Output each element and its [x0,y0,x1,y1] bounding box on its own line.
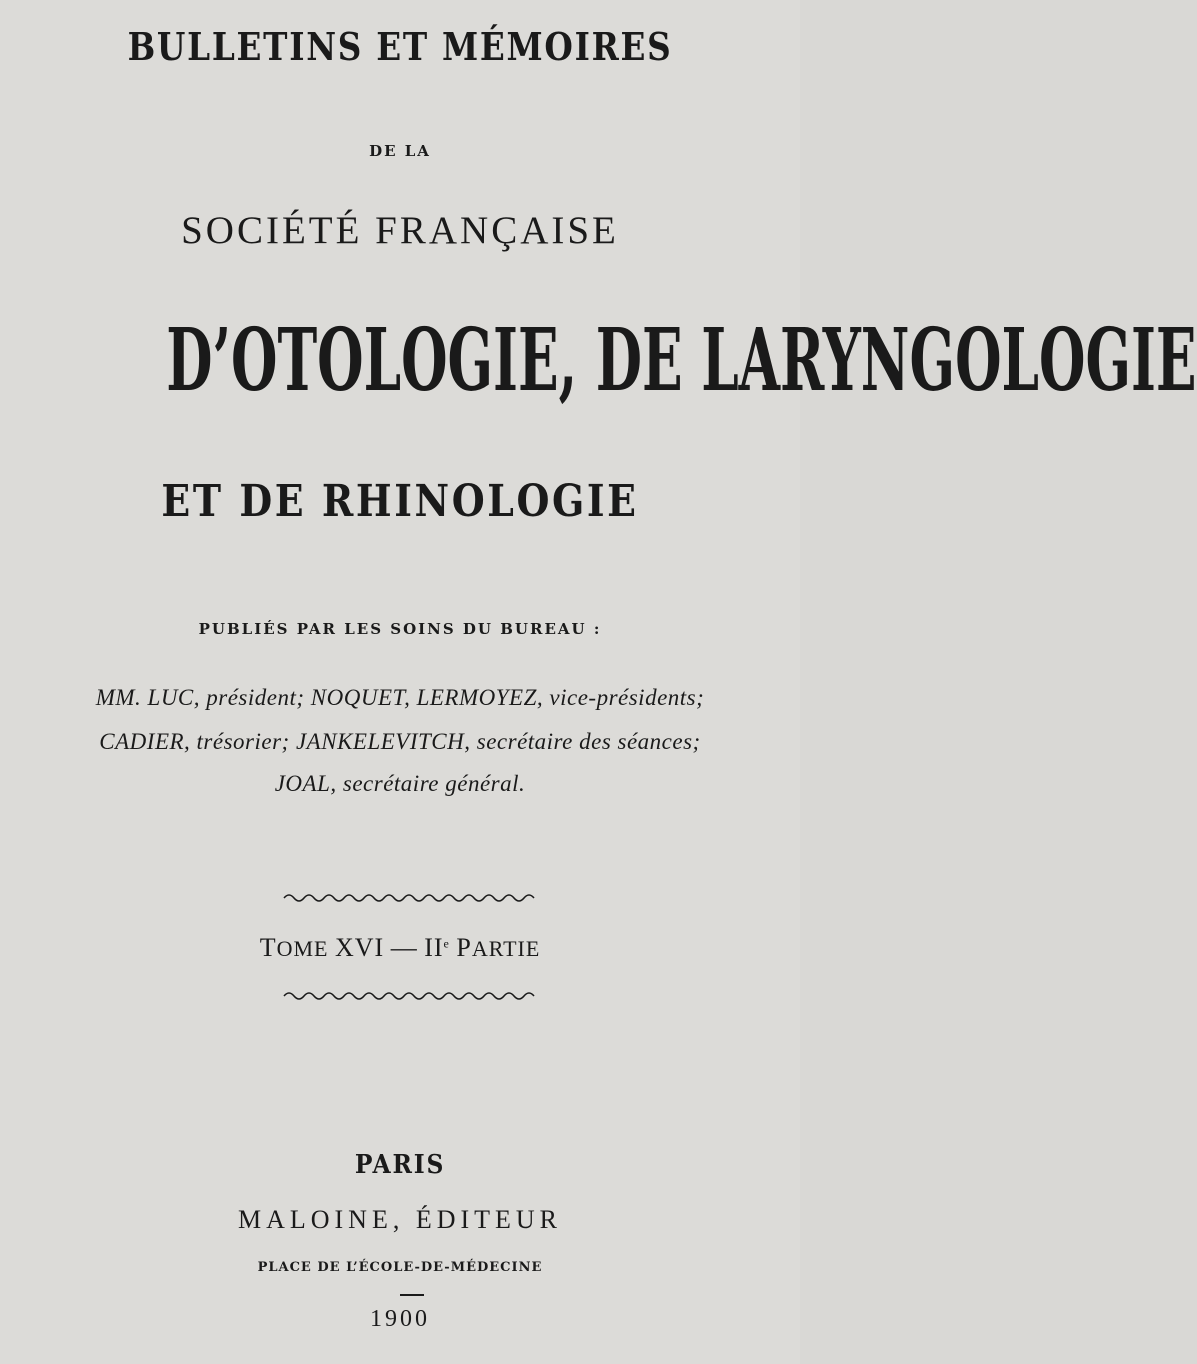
tome-rest: OME [276,936,329,961]
short-rule [400,1294,424,1296]
officer-names: JOAL, [274,771,337,796]
officer-role: secrétaire des séances; [476,729,701,754]
title-line-otologie: D’OTOLOGIE, DE LARYNGOLOGIE [166,310,1197,411]
part-numeral: II [424,933,444,962]
officers-line-2 [0,729,800,755]
title-line-bulletins: BULLETINS ET MÉMOIRES [127,24,673,69]
officer-role: secrétaire général. [342,771,526,796]
title-line-rhinologie: ET DE RHINOLOGIE [161,476,639,527]
title-line-societe: SOCIÉTÉ FRANÇAISE [181,209,619,252]
officer-names: CADIER, [99,729,191,754]
tome-number: XVI [334,933,385,962]
officer-names: MM. LUC, [95,685,201,710]
volume-line [0,933,800,963]
imprint-year: 1900 [370,1306,430,1332]
volume-dash: — [390,933,418,962]
imprint-city: PARIS [354,1150,446,1180]
publisher-intro: PUBLIÉS PAR LES SOINS DU BUREAU : [198,620,602,638]
wavy-divider [284,990,534,1002]
officer-role: trésorier; [196,729,290,754]
wavy-divider [284,892,534,904]
officers-line-1 [0,685,800,711]
officer-names: JANKELEVITCH, [295,729,471,754]
partie-rest: ARTIE [471,936,541,961]
imprint-publisher: MALOINE, ÉDITEUR [237,1205,563,1234]
title-line-de-la: DE LA [369,142,431,160]
imprint-address: PLACE DE L’ÉCOLE-DE-MÉDECINE [257,1260,543,1275]
officers-line-3 [0,771,800,797]
officer-names: NOQUET, LERMOYEZ, [310,685,544,710]
part-superscript: e [443,936,450,951]
officer-role: vice-présidents; [549,685,705,710]
partie-initial: P [456,933,472,962]
officer-role: président; [206,685,305,710]
tome-initial: T [259,933,277,962]
